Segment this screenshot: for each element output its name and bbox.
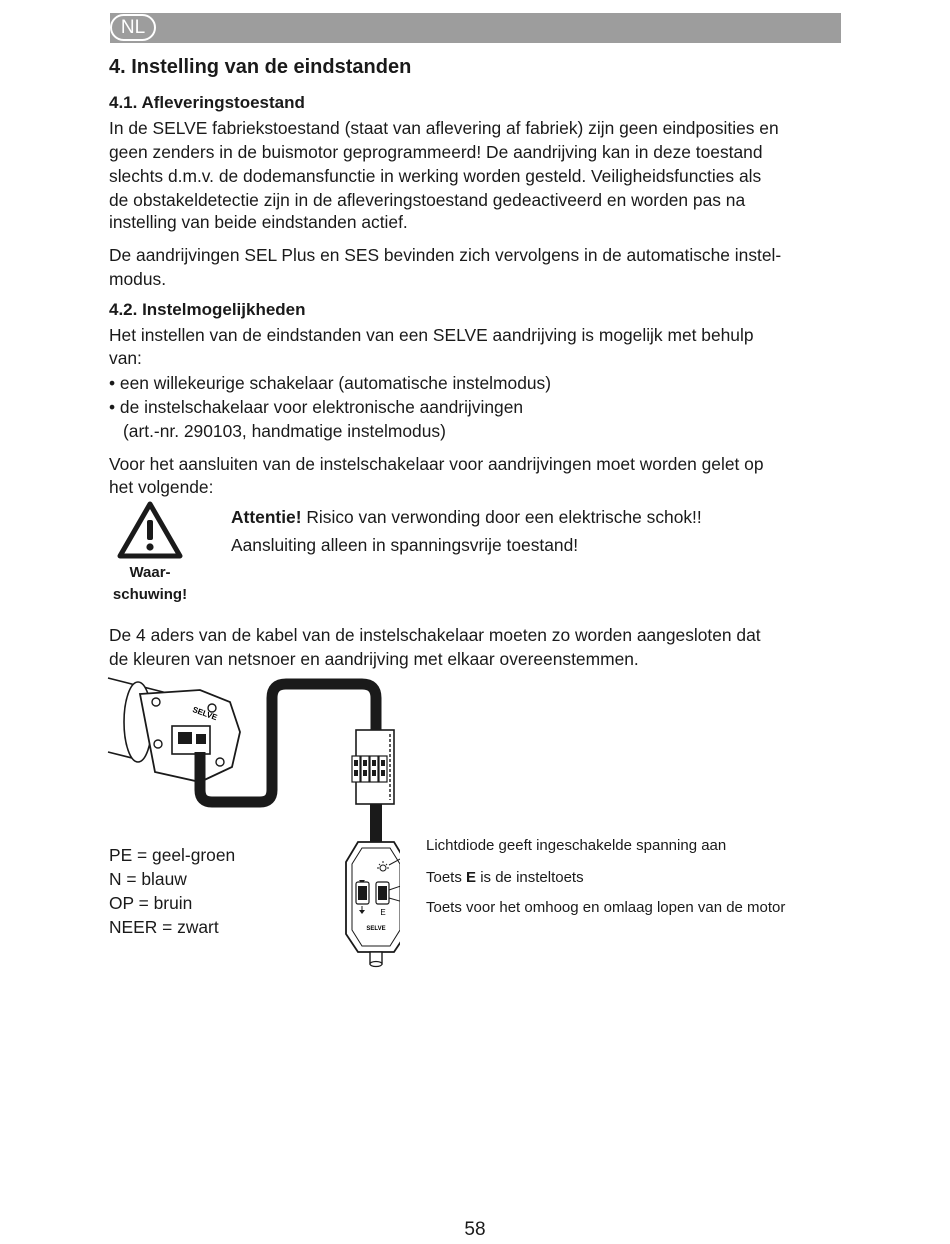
legend-item: OP = bruin — [109, 893, 193, 913]
terminal-block — [352, 730, 394, 804]
language-badge: NL — [110, 14, 156, 41]
text-line: het volgende: — [109, 477, 214, 497]
warning-triangle-icon — [117, 500, 183, 560]
e-button[interactable] — [376, 882, 389, 904]
cable-end — [370, 952, 382, 967]
motor-brand-label: SELVE — [191, 705, 219, 723]
text-line: de obstakeldetectie zijn in de afleveringstoestand gedeactiveerd en worden pas na — [109, 190, 746, 210]
text-line: slechts d.m.v. de dodemansfunctie in werking worden gesteld. Veiligheidsfuncties als — [109, 166, 762, 186]
legend-item: NEER = zwart — [109, 917, 219, 937]
e-label: E — [380, 908, 386, 917]
text-line: In de SELVE fabriekstoestand (staat van aflevering af fabriek) zijn geen eindposities en — [109, 118, 779, 138]
text-line: Het instellen van de eindstanden van een SELVE aandrijving is mogelijk met behulp — [109, 325, 754, 345]
text-line: geen zenders in de buismotor geprogrammeerd! De aandrijving kan in deze toestand — [109, 142, 763, 162]
callout-led: Lichtdiode geeft ingeschakelde spanning aan — [426, 837, 727, 854]
warning-label-line: schuwing! — [112, 586, 188, 603]
legend-item: PE = geel-groen — [109, 845, 236, 865]
text-line: de kleuren van netsnoer en aandrijving met elkaar overeenstemmen. — [109, 649, 639, 669]
attention-text: Risico van verwonding door een elektrische schok!! — [301, 507, 702, 527]
switch-brand-label: SELVE — [366, 926, 386, 932]
text-line: instelling van beide eindstanden actief. — [109, 212, 408, 232]
callout-e-button — [426, 868, 584, 888]
page-number: 58 — [464, 1219, 486, 1240]
setting-switch — [346, 842, 400, 952]
tube-motor — [108, 678, 240, 782]
callout-bold: E — [466, 869, 477, 886]
text-line: De 4 aders van de kabel van de instelschakelaar moeten zo worden aangesloten dat — [109, 625, 761, 645]
warning-label — [103, 562, 197, 606]
attention-line-2: Aansluiting alleen in spanningsvrije toestand! — [231, 535, 579, 555]
callout-text: Toets — [426, 869, 467, 886]
text-line: De aandrijvingen SEL Plus en SES bevinden zich vervolgens in de automatische instel- — [109, 245, 782, 265]
section-title: 4. Instelling van de eindstanden — [109, 56, 412, 78]
text-line: Voor het aansluiten van de instelschakelaar voor aandrijvingen moet worden gelet op — [109, 454, 764, 474]
callout-text: is de insteltoets — [476, 869, 584, 886]
warning-label-line: Waar- — [129, 564, 171, 581]
header-bar — [110, 13, 841, 43]
text-line: van: — [109, 348, 142, 368]
cable — [370, 804, 382, 842]
subsection-title-4-2: 4.2. Instelmogelijkheden — [109, 300, 306, 319]
attention-line — [231, 505, 702, 529]
list-item: • de instelschakelaar voor elektronische aandrijvingen — [109, 397, 524, 417]
legend-item: N = blauw — [109, 869, 187, 889]
attention-bold: Attentie! — [231, 507, 302, 527]
list-item: • een willekeurige schakelaar (automatische instelmodus) — [109, 373, 552, 393]
callout-up-down: Toets voor het omhoog en omlaag lopen van de motor — [426, 899, 786, 916]
up-down-button[interactable] — [356, 882, 369, 904]
subsection-title-4-1: 4.1. Afleveringstoestand — [109, 93, 305, 112]
list-item-continuation: (art.-nr. 290103, handmatige instelmodus) — [123, 421, 446, 441]
text-line: modus. — [109, 269, 167, 289]
